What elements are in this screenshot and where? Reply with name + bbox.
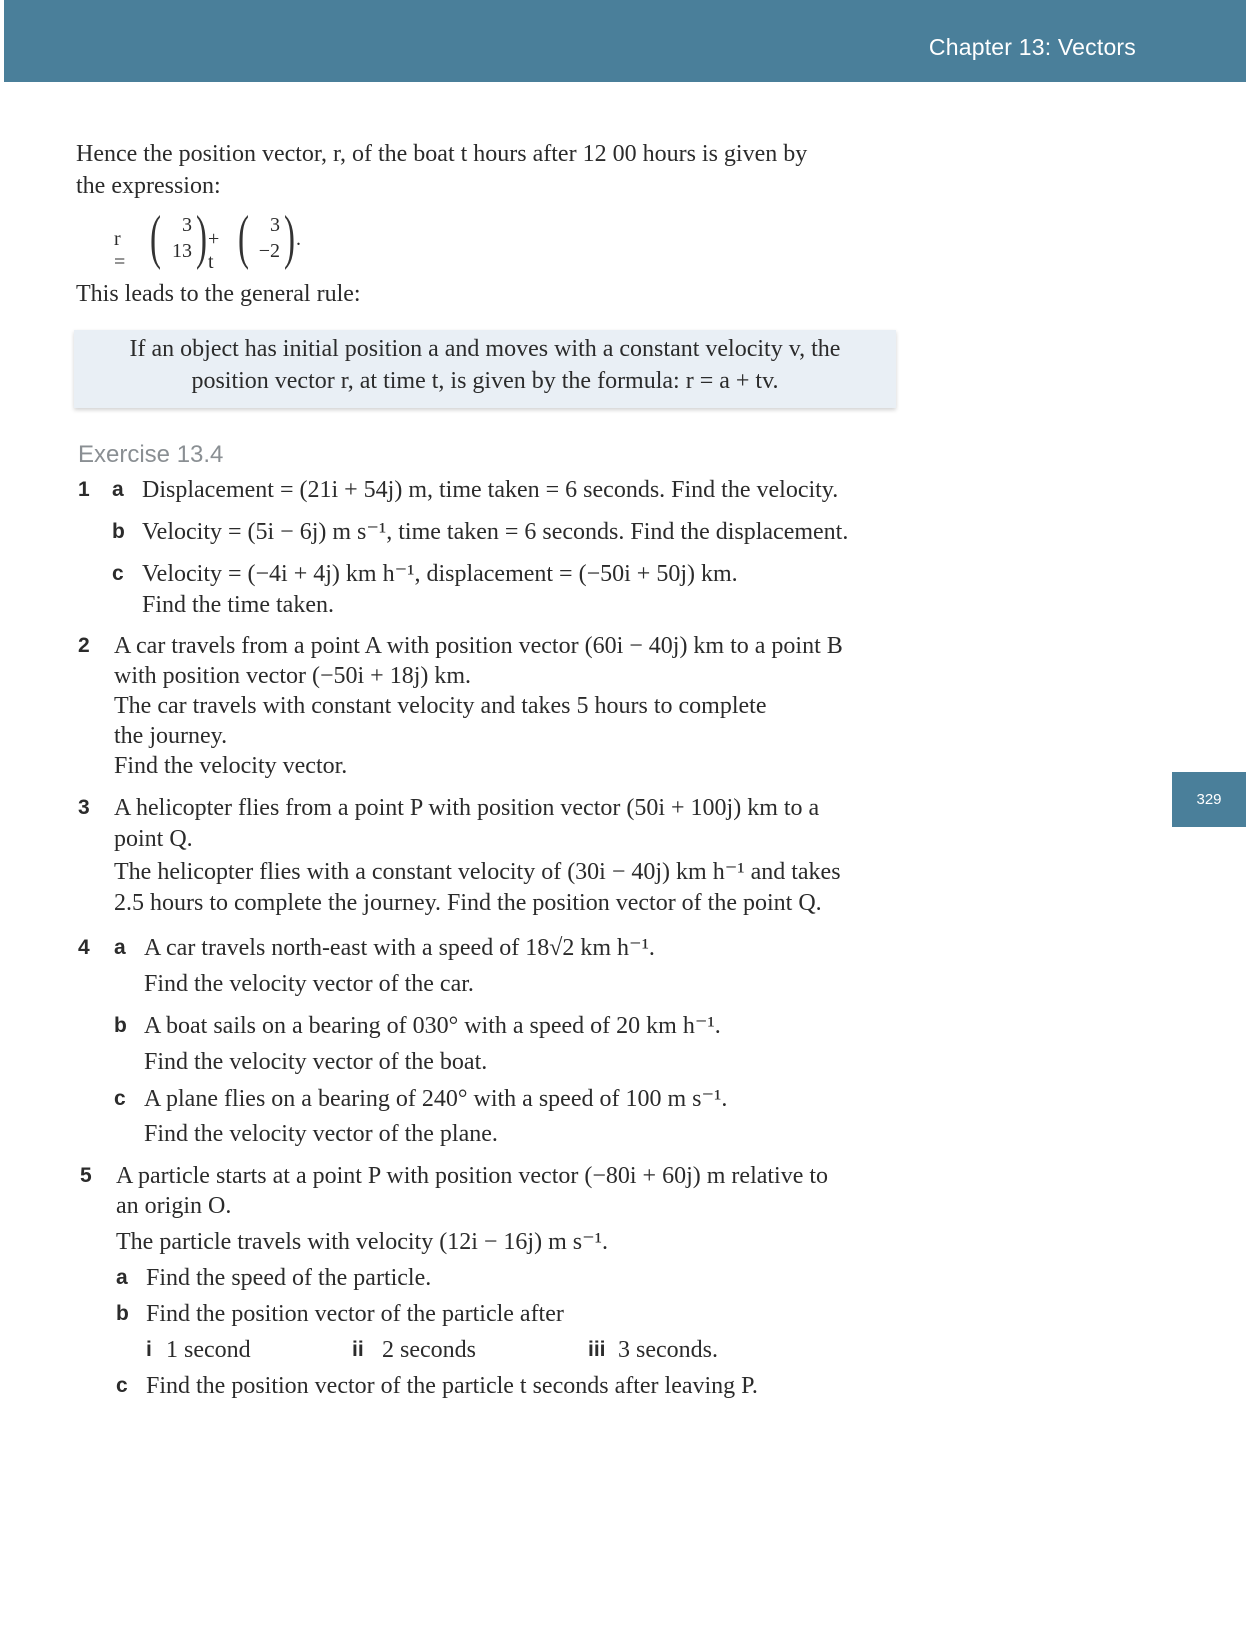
part-label-4c: c xyxy=(114,1087,126,1110)
part-label-4b: b xyxy=(114,1014,127,1037)
right-paren-2: ) xyxy=(284,204,295,270)
subpart-label-iii: iii xyxy=(588,1338,606,1361)
question-4c-line-1: A plane flies on a bearing of 240° with a speed of 100 m s⁻¹. xyxy=(144,1086,728,1112)
question-3-line-2: point Q. xyxy=(114,826,193,852)
question-1c-line-2: Find the time taken. xyxy=(142,592,334,618)
exercise-heading: Exercise 13.4 xyxy=(78,441,224,468)
equation-end: . xyxy=(296,228,301,250)
part-label-1c: c xyxy=(112,562,124,585)
question-2-line-5: Find the velocity vector. xyxy=(114,753,348,779)
vector2-bottom: −2 xyxy=(258,240,280,262)
question-1a: Displacement = (21i + 54j) m, time taken = 6 seconds. Find the velocity. xyxy=(142,477,839,503)
question-5b-ii: 2 seconds xyxy=(382,1337,476,1363)
vector1-bottom: 13 xyxy=(172,240,192,262)
question-number-5: 5 xyxy=(80,1164,92,1187)
vector2-top: 3 xyxy=(270,214,280,236)
question-2-line-1: A car travels from a point A with position vector (60i − 40j) km to a point B xyxy=(114,633,843,659)
question-5-line-3: The particle travels with velocity (12i − 16j) m s⁻¹. xyxy=(116,1229,608,1255)
subpart-label-ii: ii xyxy=(352,1338,364,1361)
question-5-line-1: A particle starts at a point P with position vector (−80i + 60j) m relative to xyxy=(116,1163,829,1189)
question-2-line-3: The car travels with constant velocity and takes 5 hours to complete xyxy=(114,693,767,719)
equation-plus-t: + t xyxy=(208,228,220,273)
chapter-title: Chapter 13: Vectors xyxy=(928,34,1136,60)
question-5c: Find the position vector of the particle t seconds after leaving P. xyxy=(146,1373,758,1399)
question-2-line-4: the journey. xyxy=(114,723,228,749)
question-1c-line-1: Velocity = (−4i + 4j) km h⁻¹, displacement = (−50i + 50j) km. xyxy=(142,561,738,587)
page-number: 329 xyxy=(1196,791,1222,808)
part-label-5a: a xyxy=(116,1266,128,1289)
question-4b-line-1: A boat sails on a bearing of 030° with a speed of 20 km h⁻¹. xyxy=(144,1013,721,1039)
part-label-4a: a xyxy=(114,936,126,959)
part-label-5b: b xyxy=(116,1302,129,1325)
question-number-2: 2 xyxy=(78,634,90,657)
question-4c-line-2: Find the velocity vector of the plane. xyxy=(144,1121,498,1147)
question-5b-i: 1 second xyxy=(166,1337,251,1363)
equation-lhs: r = xyxy=(114,228,126,273)
question-4a-line-1: A car travels north-east with a speed of 18√2 km h⁻¹. xyxy=(144,935,655,961)
rule-callout xyxy=(74,330,896,408)
question-5a: Find the speed of the particle. xyxy=(146,1265,432,1291)
left-paren-1: ( xyxy=(150,204,161,270)
question-number-1: 1 xyxy=(78,478,90,501)
question-5b: Find the position vector of the particle after xyxy=(146,1301,564,1327)
left-paren-2: ( xyxy=(238,204,249,270)
vector1-top: 3 xyxy=(182,214,192,236)
question-5-line-2: an origin O. xyxy=(116,1193,232,1219)
rule-intro: This leads to the general rule: xyxy=(76,281,361,307)
question-number-4: 4 xyxy=(78,936,90,959)
question-5b-iii: 3 seconds. xyxy=(618,1337,718,1363)
intro-line-2: the expression: xyxy=(76,173,221,199)
question-3-line-4: 2.5 hours to complete the journey. Find the position vector of the point Q. xyxy=(114,890,822,916)
part-label-1b: b xyxy=(112,520,125,543)
subpart-label-i: i xyxy=(146,1338,152,1361)
part-label-5c: c xyxy=(116,1374,128,1397)
question-3-line-1: A helicopter flies from a point P with position vector (50i + 100j) km to a xyxy=(114,795,820,821)
intro-line-1: Hence the position vector, r, of the boat t hours after 12 00 hours is given by xyxy=(76,141,808,167)
question-2-line-2: with position vector (−50i + 18j) km. xyxy=(114,663,472,689)
question-1b: Velocity = (5i − 6j) m s⁻¹, time taken = 6 seconds. Find the displacement. xyxy=(142,519,849,545)
callout-line-2: position vector r, at time t, is given by the formula: r = a + tv. xyxy=(191,368,779,394)
question-number-3: 3 xyxy=(78,796,90,819)
page-number-tab xyxy=(1172,772,1246,827)
part-label-1a: a xyxy=(112,478,124,501)
question-3-line-3: The helicopter flies with a constant velocity of (30i − 40j) km h⁻¹ and takes xyxy=(114,859,841,885)
callout-line-1: If an object has initial position a and moves with a constant velocity v, the xyxy=(129,336,841,362)
right-paren-1: ) xyxy=(196,204,207,270)
question-4a-line-2: Find the velocity vector of the car. xyxy=(144,971,474,997)
question-4b-line-2: Find the velocity vector of the boat. xyxy=(144,1049,488,1075)
